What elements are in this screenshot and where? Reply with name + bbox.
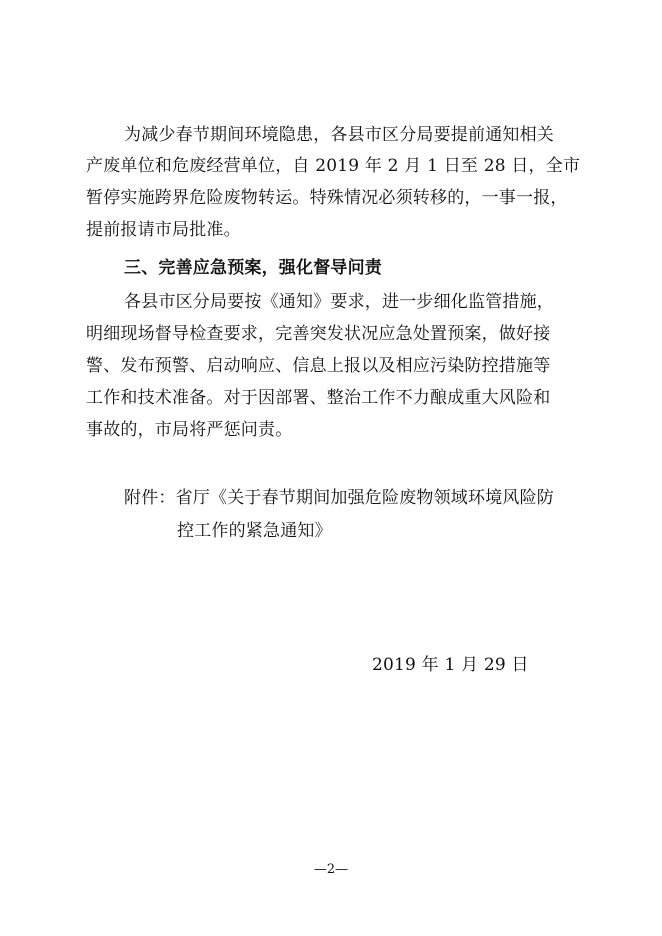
document-date: 2019 年 1 月 29 日 <box>372 655 529 675</box>
paragraph-2-line-4: 工作和技术准备。对于因部署、整治工作不力酿成重大风险和 <box>86 388 551 408</box>
attachment-line-1: 附件：省厅《关于春节期间加强危险废物领域环境风险防 <box>124 488 554 508</box>
paragraph-1-line-2: 产废单位和危废经营单位，自 2019 年 2 月 1 日至 28 日，全市 <box>86 156 581 176</box>
paragraph-2-line-3: 警、发布预警、启动响应、信息上报以及相应污染防控措施等 <box>86 356 551 376</box>
attachment-line-2: 控工作的紧急通知》 <box>177 521 332 541</box>
paragraph-2-line-5: 事故的，市局将严惩问责。 <box>86 420 293 440</box>
paragraph-2-line-2: 明细现场督导检查要求，完善突发状况应急处置预案，做好接 <box>86 324 551 344</box>
paragraph-1-line-4: 提前报请市局批准。 <box>86 220 241 240</box>
paragraph-1-line-1: 为减少春节期间环境隐患，各县市区分局要提前通知相关 <box>124 125 554 145</box>
page-number: —2— <box>313 862 349 877</box>
paragraph-1-line-3: 暂停实施跨界危险废物转运。特殊情况必须转移的，一事一报， <box>86 188 568 208</box>
paragraph-2-line-1: 各县市区分局要按《通知》要求，进一步细化监管措施， <box>124 292 554 312</box>
section-3-heading: 三、完善应急预案，强化督导问责 <box>124 258 382 278</box>
